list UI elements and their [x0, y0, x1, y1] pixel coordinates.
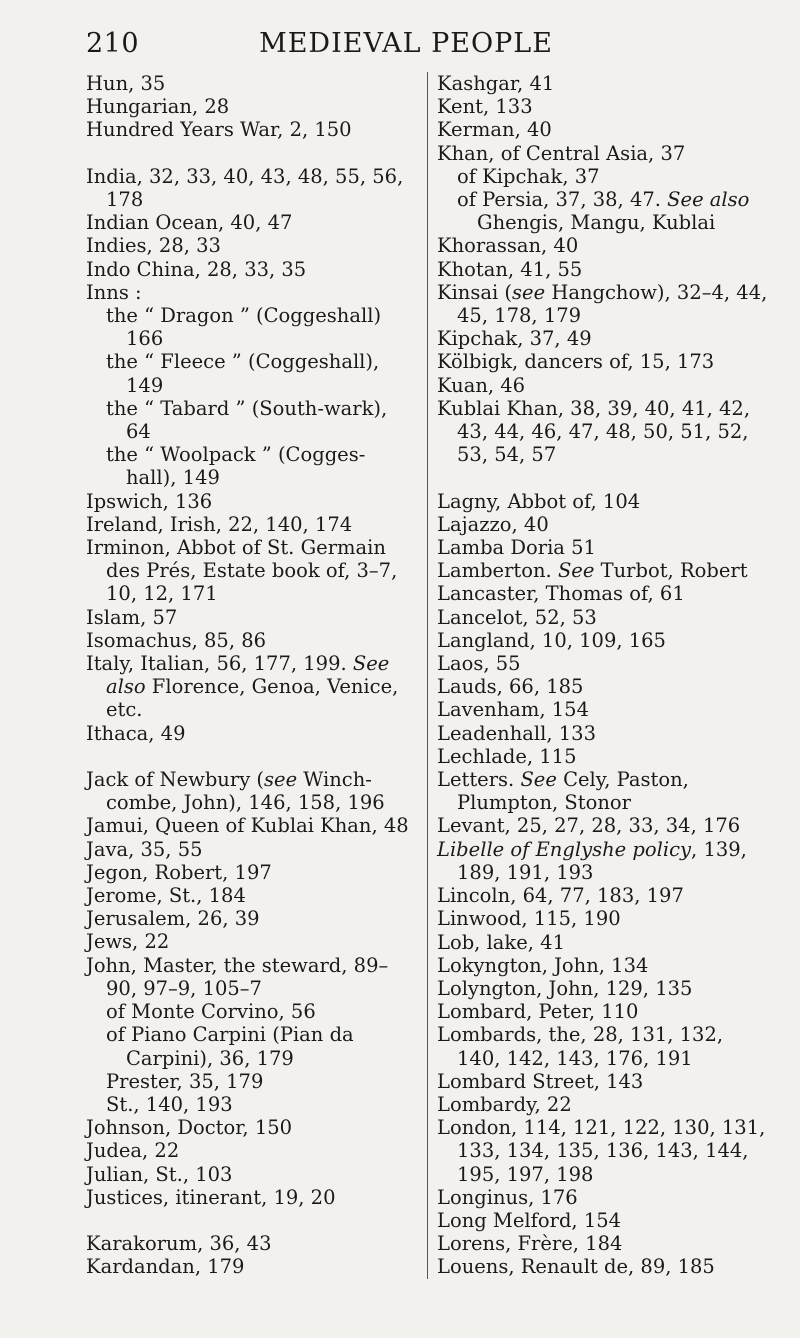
- entry-text: Jack of Newbury (: [86, 768, 265, 792]
- index-entry: Khorassan, 40: [437, 234, 579, 258]
- index-entry: Lancelot, 52, 53: [437, 605, 597, 629]
- index-subentry: the “ Tabard ” (South-wark), 64: [106, 396, 388, 444]
- entry-text: Hangchow), 32–4, 44, 45, 178, 179: [457, 280, 768, 328]
- index-subentry: [437, 188, 771, 234]
- entry-text: See: [520, 768, 557, 792]
- index-entry: Lorens, Frère, 184: [437, 1232, 623, 1256]
- index-entry: Julian, St., 103: [86, 1162, 233, 1186]
- index-entry: Leadenhall, 133: [437, 721, 596, 745]
- entry-text: Florence, Genoa, Venice, etc.: [106, 675, 399, 722]
- index-entry: Kent, 133: [437, 95, 533, 119]
- index-entry: Lagny, Abbot of, 104: [437, 489, 641, 513]
- index-subentry: of Monte Corvino, 56: [106, 1000, 316, 1024]
- entry-text: Italy, Italian, 56, 177, 199.: [86, 652, 353, 676]
- index-subentry: of Kipchak, 37: [457, 164, 600, 188]
- index-entry: Johnson, Doctor, 150: [86, 1116, 293, 1140]
- index-entry: Khotan, 41, 55: [437, 257, 583, 281]
- index-entry: Indo China, 28, 33, 35: [86, 257, 307, 281]
- index-entry: Lauds, 66, 185: [437, 675, 584, 699]
- index-entry: [437, 768, 771, 814]
- entry-text: of Persia, 37, 38, 47.: [457, 188, 668, 212]
- page-header: [86, 28, 726, 68]
- index-entry: Ithaca, 49: [86, 721, 186, 745]
- index-column-left: [86, 72, 410, 1279]
- entry-text: Cely, Paston, Plumpton, Stonor: [457, 768, 689, 815]
- index-entry: Levant, 25, 27, 28, 33, 34, 176: [437, 814, 741, 838]
- index-entry: [86, 768, 410, 814]
- index-entry: Laos, 55: [437, 652, 521, 676]
- index-entry: Kölbigk, dancers of, 15, 173: [437, 350, 715, 374]
- index-entry: Ipswich, 136: [86, 489, 213, 513]
- index-entry: Lombards, the, 28, 131, 132, 140, 142, 143, 176, 191: [437, 1023, 724, 1070]
- index-entry: Lechlade, 115: [437, 744, 577, 768]
- index-entry: Jegon, Robert, 197: [86, 860, 272, 884]
- entry-text: Kinsai (: [437, 280, 513, 304]
- index-entry: [86, 652, 410, 722]
- index-entry: Kuan, 46: [437, 373, 526, 397]
- index-subentry: the “ Dragon ” (Coggeshall) 166: [106, 304, 382, 351]
- index-entry: Kublai Khan, 38, 39, 40, 41, 42, 43, 44, 46, 47, 48, 50, 51, 52, 53, 54, 57: [437, 396, 751, 467]
- index-entry: Khan, of Central Asia, 37: [437, 141, 686, 165]
- index-entry: Kerman, 40: [437, 118, 552, 142]
- index-entry: Lavenham, 154: [437, 698, 589, 722]
- page-number: 210: [86, 28, 140, 59]
- index-entry: Jamui, Queen of Kublai Khan, 48: [86, 814, 409, 838]
- index-entry: Kardandan, 179: [86, 1255, 245, 1279]
- index-entry: Lombardy, 22: [437, 1092, 572, 1116]
- index-entry: India, 32, 33, 40, 43, 48, 55, 56, 178: [86, 164, 404, 211]
- entry-text: Turbot, Robert: [594, 559, 748, 583]
- index-entry: Jews, 22: [86, 930, 170, 954]
- index-entry: [437, 838, 771, 884]
- index-subentry: St., 140, 193: [106, 1092, 233, 1116]
- index-entry: John, Master, the steward, 89–90, 97–9, 105–7: [86, 953, 389, 1000]
- index-entry: Jerome, St., 184: [86, 884, 246, 908]
- index-entry: Kashgar, 41: [437, 72, 555, 95]
- index-subentry: of Piano Carpini (Pian da Carpini), 36, 179: [106, 1023, 354, 1070]
- index-subentry: the “ Woolpack ” (Cogges-hall), 149: [106, 443, 366, 490]
- index-entry: Hun, 35: [86, 72, 166, 95]
- index-entry: Lombard Street, 143: [437, 1069, 644, 1093]
- index-entry: Hungarian, 28: [86, 95, 230, 119]
- index-entry: Isomachus, 85, 86: [86, 628, 267, 652]
- index-entry: Islam, 57: [86, 605, 178, 629]
- index-entry: Lamba Doria 51: [437, 536, 596, 560]
- letter-section-gap: [86, 745, 410, 768]
- entry-text: Ghengis, Mangu, Kublai: [477, 211, 716, 235]
- index-entry: Irminon, Abbot of St. Germain des Prés, Estate book of, 3–7, 10, 12, 171: [86, 536, 398, 606]
- index-entry: Langland, 10, 109, 165: [437, 628, 666, 652]
- index-entry: Karakorum, 36, 43: [86, 1232, 272, 1256]
- index-entry: [437, 559, 771, 582]
- index-entry: Lincoln, 64, 77, 183, 197: [437, 884, 684, 908]
- entry-text: Libelle of Englyshe policy: [437, 837, 692, 861]
- index-entry: London, 114, 121, 122, 130, 131, 133, 134, 135, 136, 143, 144, 195, 197, 198: [437, 1116, 766, 1186]
- entry-text: See also: [106, 652, 390, 699]
- entry-text: Winch-combe, John), 146, 158, 196: [106, 768, 385, 815]
- index-entry: Lancaster, Thomas of, 61: [437, 582, 685, 606]
- index-entry: Long Melford, 154: [437, 1208, 622, 1232]
- index-entry: Java, 35, 55: [86, 837, 203, 861]
- index-entry: Lombard, Peter, 110: [437, 1000, 639, 1024]
- index-entry: Lolyngton, John, 129, 135: [437, 976, 693, 1000]
- index-column-right: [427, 72, 771, 1279]
- index-entry: Longinus, 176: [437, 1185, 578, 1209]
- letter-section-gap: [437, 466, 771, 489]
- entry-text: see: [512, 280, 546, 304]
- letter-section-gap: [86, 142, 410, 165]
- index-entry: Indian Ocean, 40, 47: [86, 211, 293, 235]
- index-subentry: Prester, 35, 179: [106, 1069, 264, 1093]
- entry-text: See: [557, 559, 595, 583]
- index-entry: Justices, itinerant, 19, 20: [86, 1185, 336, 1209]
- letter-section-gap: [86, 1209, 410, 1232]
- index-subentry: the “ Fleece ” (Coggeshall), 149: [106, 350, 380, 397]
- entry-text: see: [264, 768, 298, 792]
- index-entry: Hundred Years War, 2, 150: [86, 118, 352, 142]
- index-entry: Inns :: [86, 280, 142, 304]
- index-entry: Kipchak, 37, 49: [437, 327, 592, 351]
- running-title: MEDIEVAL PEOPLE: [259, 28, 553, 59]
- index-entry: Ireland, Irish, 22, 140, 174: [86, 512, 353, 536]
- index-entry: Judea, 22: [86, 1139, 180, 1163]
- index-entry: Lajazzo, 40: [437, 512, 549, 536]
- index-entry: Louens, Renault de, 89, 185: [437, 1255, 715, 1279]
- entry-text: Lamberton.: [437, 559, 558, 583]
- index-entry: Linwood, 115, 190: [437, 907, 621, 931]
- index-entry: Lokyngton, John, 134: [437, 953, 649, 977]
- entry-text: , 139, 189, 191, 193: [457, 837, 747, 884]
- entry-text: See also: [667, 188, 750, 212]
- index-entry: Indies, 28, 33: [86, 234, 221, 258]
- index-entry: Lob, lake, 41: [437, 930, 565, 954]
- index-entry: Jerusalem, 26, 39: [86, 907, 260, 931]
- index-entry: [437, 281, 771, 327]
- entry-text: Letters.: [437, 768, 521, 792]
